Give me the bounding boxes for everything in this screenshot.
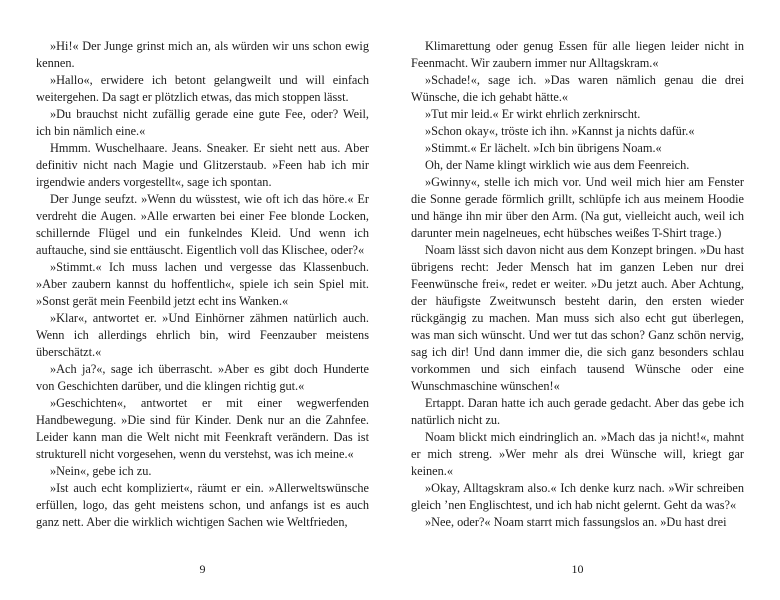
paragraph: »Stimmt.« Er lächelt. »Ich bin übrigens Noam.« xyxy=(425,141,662,155)
paragraph: Klimarettung oder genug Essen für alle liegen leider nicht in Feenmacht. Wir zaubern immer nur Alltagskram.« xyxy=(411,39,744,70)
paragraph: »Nee, oder?« Noam starrt mich fassungslos an. »Du hast drei xyxy=(425,515,727,529)
paragraph: »Stimmt.« Ich muss lachen und vergesse das Klassenbuch. »Aber zaubern kannst du hoffentlich«, spiele ich sein Spiel mit. »Sonst gerät mein Feenbild jetzt echt ins Wanken.« xyxy=(36,260,369,308)
paragraph: Oh, der Name klingt wirklich wie aus dem Feenreich. xyxy=(425,158,690,172)
paragraph: »Gwinny«, stelle ich mich vor. Und weil mich hier am Fenster die Sonne gerade förmlich grillt, schlüpfe ich aus meinem Hoodie und hänge ihn mir über den Arm. (Na gut, vielleicht auch, weil ich darunter mein nagelneues, echt hübsches weißes T-Shirt trage.) xyxy=(411,175,744,240)
paragraph: Noam lässt sich davon nicht aus dem Konzept bringen. »Du hast übrigens recht: Jeder Mensch hat im ganzen Leben nur drei Feenwünsche frei«, redet er weiter. »Du jetzt auch. Aber Achtung, der häufigste Zweitwunsch besteht darin, den ersten wieder rückgängig zu machen. Man muss sich also echt gut überlegen, was man sich wünscht. Und wer tut das schon? Ganz schön nervig, sag ich dir! Und dann immer die, die sich ganz besonders schlau vorkommen und sich einfach tausend Wünsche oder eine Wunschmaschine wünschen!« xyxy=(411,243,744,393)
paragraph: Noam blickt mich eindringlich an. »Mach das ja nicht!«, mahnt er mich streng. »Wer mehr als drei Wünsche will, kriegt gar keinen.« xyxy=(411,430,744,478)
book-page-right xyxy=(411,38,744,600)
paragraph: »Klar«, antwortet er. »Und Einhörner zähmen natürlich auch. Wenn ich allerdings ehrlich bin, wird Feenzauber meistens überschätzt.« xyxy=(36,311,369,359)
page-number-right: 10 xyxy=(571,562,584,576)
page-text-right xyxy=(411,38,744,531)
paragraph: »Okay, Alltagskram also.« Ich denke kurz nach. »Wir schreiben gleich ’nen Englischtest, und ich hab nicht gelernt. Geht da was?« xyxy=(411,481,744,512)
page-text-left xyxy=(36,38,369,531)
paragraph: »Ach ja?«, sage ich überrascht. »Aber es gibt doch Hunderte von Geschichten darüber, und die klingen richtig gut.« xyxy=(36,362,369,393)
paragraph: »Ist auch echt kompliziert«, räumt er ein. »Allerweltswünsche erfüllen, logo, das geht meistens schon, und anfangs ist es auch ganz nett. Aber die wirklich wichtigen Sachen wie Weltfrieden, xyxy=(36,481,369,529)
paragraph: »Du brauchst nicht zufällig gerade eine gute Fee, oder? Weil, ich bin nämlich eine.« xyxy=(36,107,369,138)
paragraph: »Tut mir leid.« Er wirkt ehrlich zerknirscht. xyxy=(425,107,641,121)
page-number-left: 9 xyxy=(199,562,206,576)
book-page-left xyxy=(36,38,369,600)
paragraph: »Hallo«, erwidere ich betont gelangweilt und will einfach weitergehen. Da sagt er plötzlich etwas, das mich stoppen lässt. xyxy=(36,73,369,104)
paragraph: »Schade!«, sage ich. »Das waren nämlich genau die drei Wünsche, die ich gehabt hätte.« xyxy=(411,73,744,104)
paragraph: Ertappt. Daran hatte ich auch gerade gedacht. Aber das gebe ich natürlich nicht zu. xyxy=(411,396,744,427)
paragraph: »Nein«, gebe ich zu. xyxy=(50,464,152,478)
paragraph: »Hi!« Der Junge grinst mich an, als würden wir uns schon ewig kennen. xyxy=(36,39,369,70)
paragraph: Der Junge seufzt. »Wenn du wüsstest, wie oft ich das höre.« Er verdreht die Augen. »Alle erwarten bei einer Fee blonde Locken, schillernde Flügel und ein funkelndes Kleid. Und wenn ich auftauche, sind sie enttäuscht. Eigentlich voll das Klischee, oder?« xyxy=(36,192,369,257)
paragraph: »Geschichten«, antwortet er mit einer wegwerfenden Handbewegung. »Die sind für Kinder. Denk nur an die Zahnfee. Leider kann man die Welt nicht mit Feenkraft verändern. Das ist strukturell nicht vorgesehen, wenn du verstehst, was ich meine.« xyxy=(36,396,369,461)
paragraph: Hmmm. Wuschelhaare. Jeans. Sneaker. Er sieht nett aus. Aber definitiv nicht nach Magie und Glitzerstaub. »Feen hab ich mir irgendwie anders vorgestellt«, sage ich spontan. xyxy=(36,141,369,189)
paragraph: »Schon okay«, tröste ich ihn. »Kannst ja nichts dafür.« xyxy=(425,124,695,138)
